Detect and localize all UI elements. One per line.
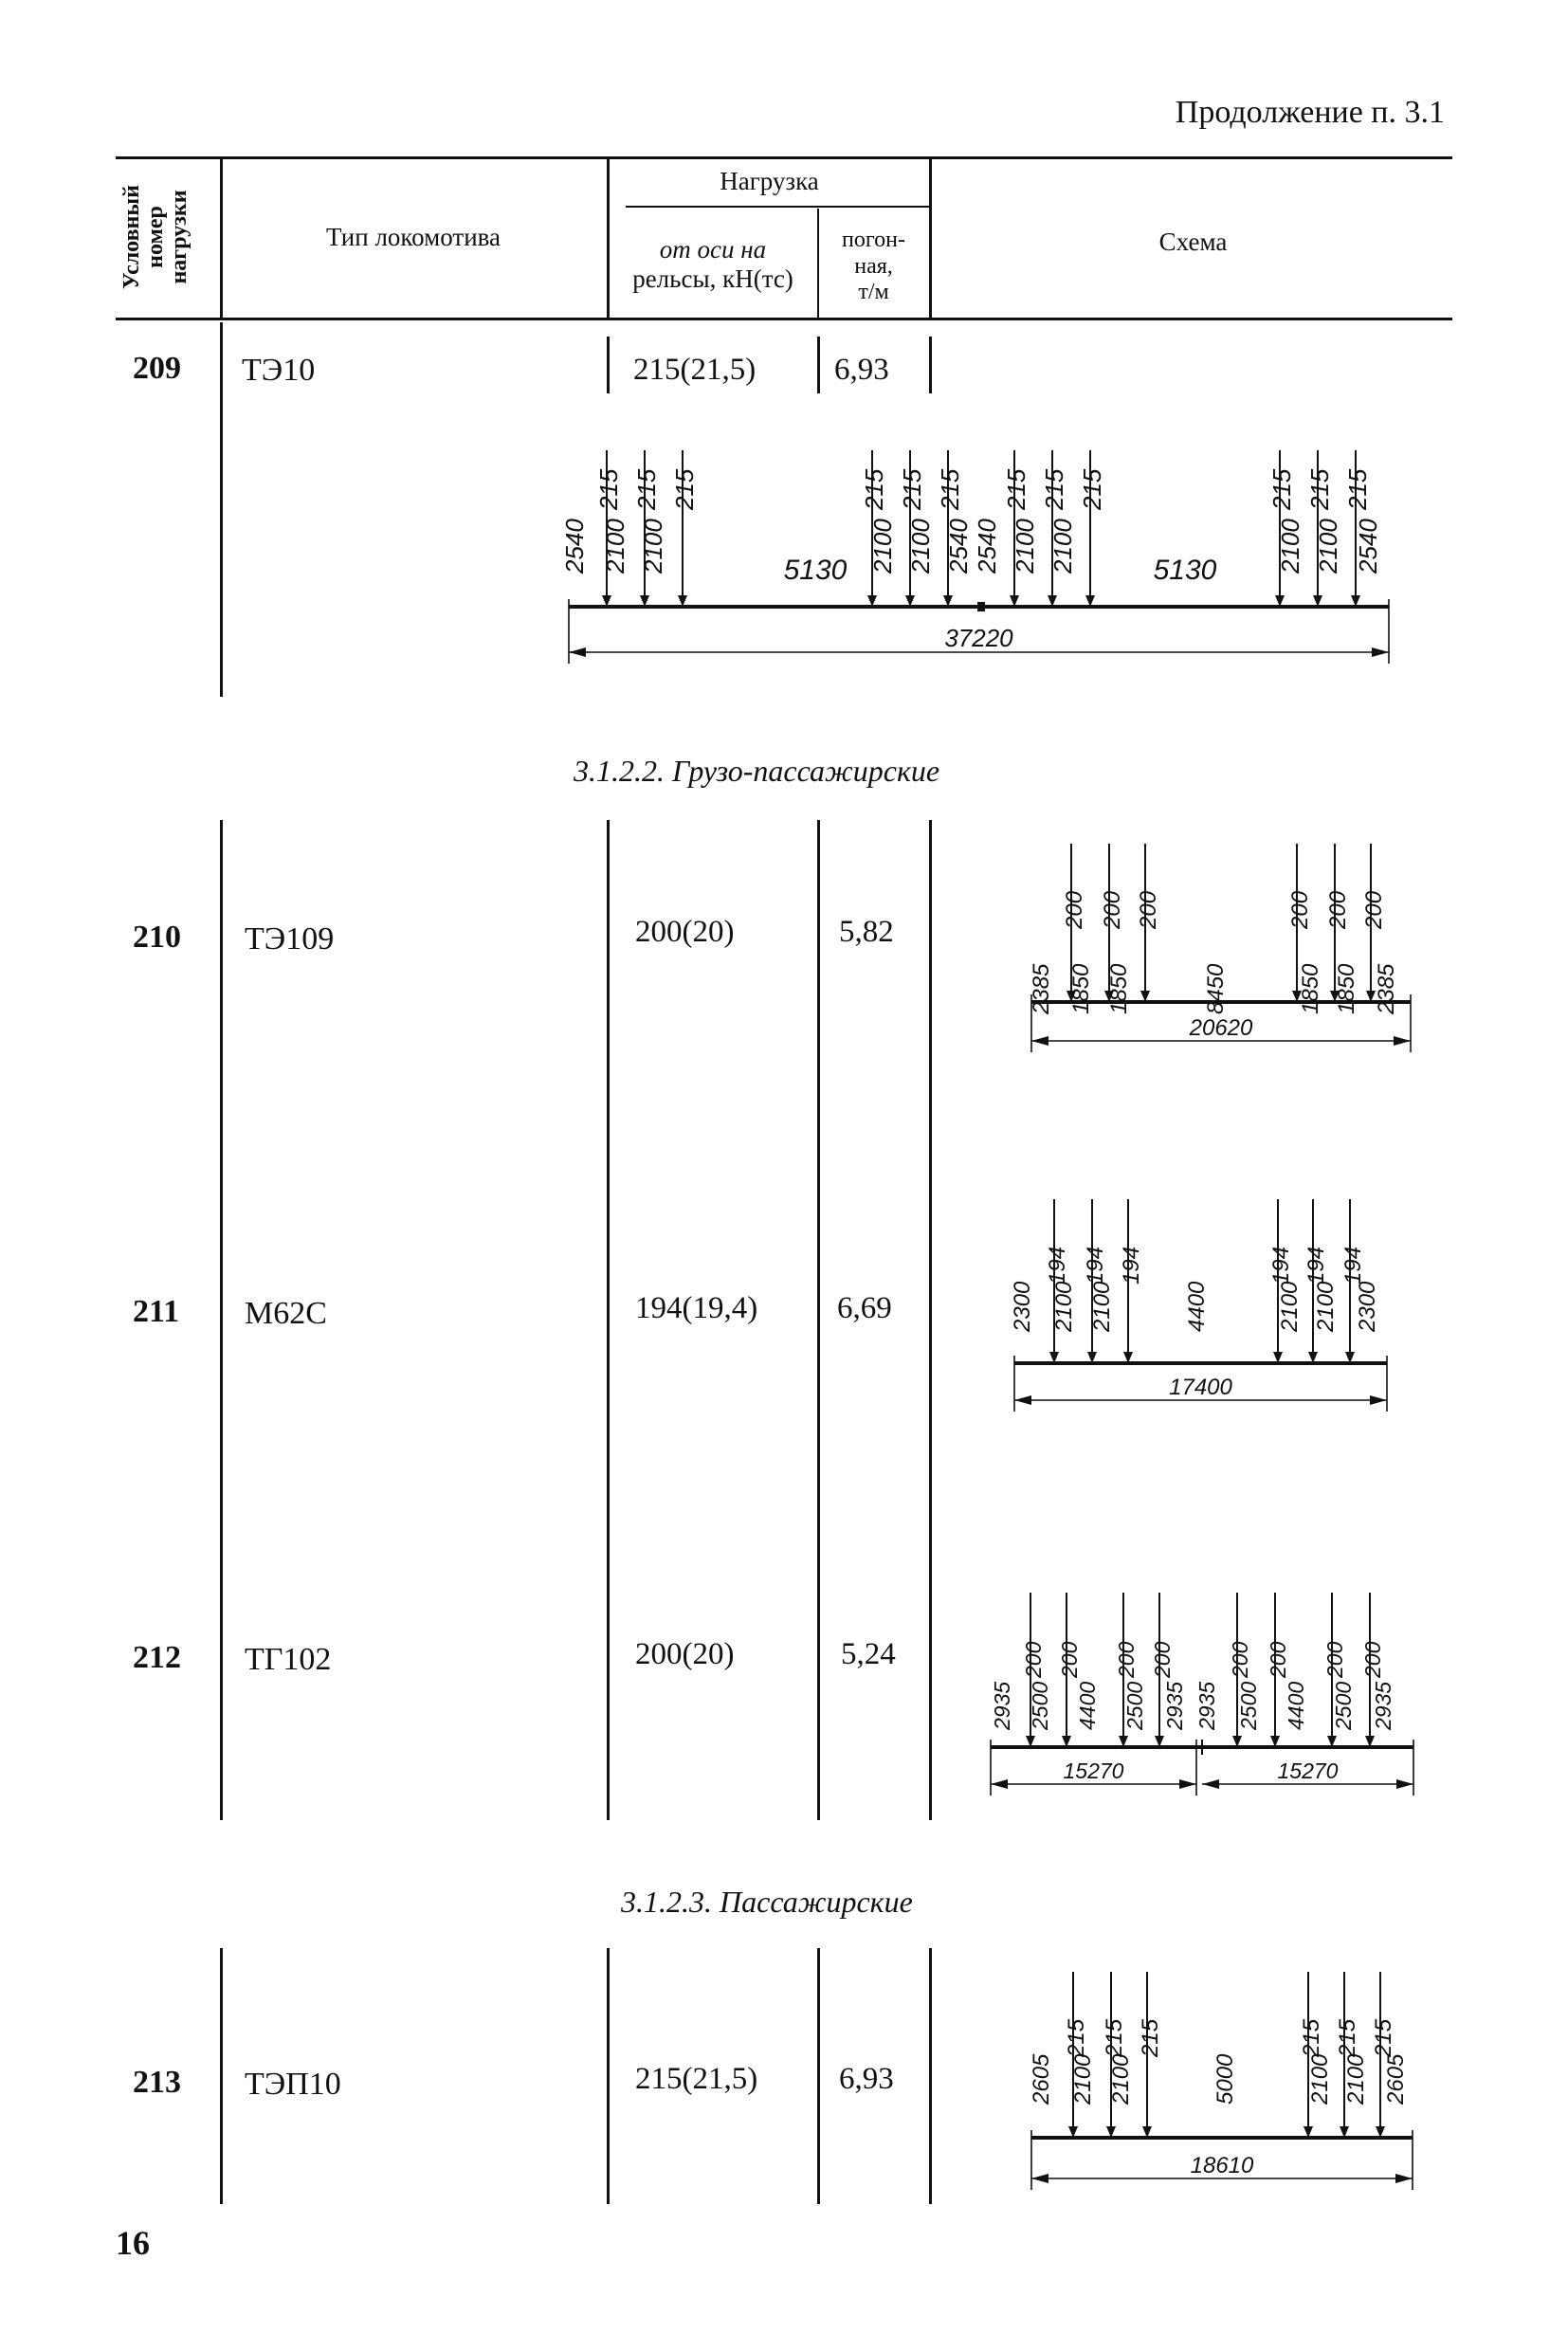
total-length-a-label: 15270: [1063, 1759, 1124, 1783]
total-length-arrow-left: [569, 647, 586, 657]
scheme-212: [981, 1583, 1427, 1811]
axle-load-2: 200: [1114, 1641, 1139, 1678]
header-scheme: Схема: [1158, 228, 1228, 256]
segment-5: 2100: [1313, 1281, 1339, 1332]
linear-load-210: 5,82: [839, 915, 894, 949]
segment-9: 2935: [1371, 1681, 1395, 1730]
segment-1: 2100: [1070, 2053, 1096, 2105]
axle-load-5: 215: [936, 468, 964, 510]
header-axle: [610, 235, 816, 294]
segment-6: 2385: [1374, 963, 1399, 1014]
axle-load-2: 215: [670, 468, 699, 510]
segment-2: 4400: [1075, 1681, 1100, 1730]
row209-divider-1: [607, 337, 610, 393]
table-top-rule: [116, 156, 1452, 159]
section-heading-3123: 3.1.2.3. Пассажирские: [621, 1885, 913, 1919]
header-number: [120, 161, 220, 313]
segment-2: 2100: [1108, 2053, 1134, 2105]
segment-5: 1850: [1334, 963, 1359, 1014]
axle-load-3: 215: [1299, 2018, 1324, 2057]
loco-type-212: ТГ102: [245, 1642, 332, 1677]
axle-load-0: 215: [1064, 2018, 1089, 2057]
axle-load-5: 215: [1371, 2018, 1396, 2057]
total-length-label: 17400: [1169, 1375, 1232, 1400]
total-length-b-arrow-left: [1202, 1779, 1219, 1789]
segment-6: 2605: [1383, 2053, 1409, 2105]
axle-load-2: 215: [1138, 2018, 1163, 2057]
block2-type-divider: [220, 820, 223, 1820]
row213-divider-1: [607, 1948, 610, 2204]
total-length-label: 37220: [944, 624, 1013, 652]
axle-load-209: 215(21,5): [633, 353, 757, 387]
axle-load-1: 200: [1100, 890, 1125, 929]
scheme-213: [1005, 1962, 1441, 2190]
segment-9: 2100: [1048, 519, 1077, 574]
linear-load-212: 5,24: [841, 1637, 896, 1671]
linear-load-211: 6,69: [837, 1291, 892, 1325]
axle-load-4: 200: [1228, 1641, 1252, 1678]
page-number: 16: [116, 2224, 150, 2262]
segment-7: 2540: [973, 519, 1001, 574]
axle-load-6: 215: [1002, 468, 1030, 510]
segment-5: 2100: [906, 519, 935, 574]
total-length-arrow-left: [1031, 2174, 1048, 2183]
segment-6: 2300: [1355, 1281, 1380, 1332]
segment-4: 2100: [1277, 1281, 1303, 1332]
loco-type-210: ТЭ109: [245, 921, 335, 957]
header-axle-line-1: от оси на: [659, 235, 767, 264]
segment-3: 5000: [1212, 2053, 1238, 2105]
segment-gap-10: 5130: [1153, 555, 1217, 586]
scheme-209: [559, 427, 1413, 673]
row-number-210: 210: [133, 920, 181, 955]
axle-load-1: 200: [1057, 1641, 1082, 1678]
segment-0: 2540: [560, 519, 589, 574]
header-number-line-3: нагрузки: [167, 190, 192, 284]
axle-load-212: 200(20): [635, 1637, 735, 1671]
segment-1: 2100: [1051, 1281, 1077, 1332]
segment-3: 2500: [1122, 1681, 1147, 1730]
axle-load-5: 200: [1266, 1641, 1290, 1678]
header-number-line-1: Условный: [119, 185, 144, 289]
axle-load-7: 215: [1040, 468, 1068, 510]
axle-load-11: 215: [1343, 468, 1372, 510]
total-length-arrow-right: [1395, 2174, 1413, 2183]
header-linear: [820, 228, 927, 306]
axle-load-1: 194: [1083, 1246, 1108, 1285]
axle-load-6: 200: [1322, 1641, 1347, 1678]
segment-1: 2100: [601, 519, 629, 574]
row213-type-divider: [220, 1948, 223, 2204]
total-length-arrow-right: [1394, 1036, 1411, 1046]
total-length-arrow-right: [1370, 1395, 1387, 1405]
segment-5: 2935: [1194, 1681, 1219, 1730]
segment-11: 2100: [1276, 519, 1304, 574]
block2-divider-2: [817, 820, 820, 1820]
row-number-211: 211: [133, 1294, 180, 1329]
total-length-a-arrow-left: [991, 1779, 1008, 1789]
row209-type-divider: [220, 322, 223, 697]
segment-12: 2100: [1314, 519, 1342, 574]
segment-4: 2935: [1162, 1681, 1187, 1730]
axle-load-8: 215: [1078, 468, 1106, 510]
header-divider-3: [817, 209, 819, 318]
continuation-note: Продолжение п. 3.1: [1175, 95, 1445, 130]
total-length-b-label: 15270: [1277, 1759, 1339, 1783]
loco-type-209: ТЭ10: [242, 353, 316, 388]
total-length-label: 20620: [1189, 1015, 1253, 1041]
axle-load-4: 194: [1304, 1246, 1329, 1285]
axle-load-213: 215(21,5): [635, 2062, 758, 2096]
segment-3: 8450: [1203, 963, 1229, 1014]
segment-0: 2605: [1029, 2053, 1054, 2105]
section-heading-3122: 3.1.2.2. Грузо-пассажирские: [574, 754, 940, 788]
header-linear-line-2: ная,: [854, 253, 893, 279]
load-subheader-rule: [626, 206, 929, 208]
block2-divider-3: [929, 820, 932, 1820]
header-load: Нагрузка: [720, 167, 819, 195]
total-length-b-arrow-right: [1396, 1779, 1413, 1789]
axle-load-210: 200(20): [635, 915, 735, 949]
scheme-210: [1005, 834, 1441, 1071]
axle-load-5: 194: [1340, 1246, 1366, 1285]
loco-type-211: М62С: [245, 1296, 327, 1331]
row-number-209: 209: [133, 351, 181, 386]
coupling-mark: [977, 602, 985, 611]
loco-type-213: ТЭП10: [245, 2067, 341, 2102]
total-length-arrow-left: [1014, 1395, 1031, 1405]
segment-6: 2500: [1236, 1681, 1261, 1730]
axle-load-3: 200: [1150, 1641, 1175, 1678]
segment-2: 2100: [1089, 1281, 1115, 1332]
segment-gap-3: 5130: [783, 555, 848, 586]
segment-4: 2100: [868, 519, 897, 574]
axle-load-3: 215: [860, 468, 888, 510]
segment-4: 1850: [1298, 963, 1323, 1014]
axle-load-0: 215: [594, 468, 623, 510]
header-divider-1: [220, 159, 223, 318]
row209-divider-3: [929, 337, 932, 393]
axle-load-7: 200: [1360, 1641, 1385, 1678]
axle-load-5: 200: [1361, 890, 1387, 929]
axle-load-1: 215: [632, 468, 661, 510]
row-number-213: 213: [133, 2065, 181, 2100]
segment-8: 2100: [1011, 519, 1039, 574]
header-linear-line-1: погон-: [842, 228, 905, 252]
axle-load-9: 215: [1267, 468, 1296, 510]
segment-1: 2500: [1028, 1681, 1052, 1730]
total-length-arrow-right: [1372, 647, 1389, 657]
axle-load-3: 200: [1287, 890, 1313, 929]
row209-divider-2: [817, 337, 820, 393]
header-axle-line-2: рельсы, кН(тс): [632, 264, 793, 294]
segment-6: 2540: [944, 519, 973, 574]
segment-5: 2100: [1343, 2053, 1369, 2105]
segment-13: 2540: [1354, 519, 1382, 574]
axle-load-211: 194(19,4): [635, 1291, 758, 1325]
scheme-211: [986, 1190, 1422, 1427]
header-linear-line-3: т/м: [858, 280, 889, 305]
segment-3: 4400: [1184, 1281, 1210, 1332]
segment-0: 2385: [1029, 963, 1054, 1014]
row213-divider-2: [817, 1948, 820, 2204]
linear-load-209: 6,93: [834, 353, 889, 387]
axle-load-0: 194: [1045, 1246, 1070, 1285]
axle-load-2: 200: [1136, 890, 1161, 929]
row-number-212: 212: [133, 1640, 181, 1675]
block2-divider-1: [607, 820, 610, 1820]
segment-4: 2100: [1307, 2053, 1333, 2105]
segment-2: 2100: [639, 519, 667, 574]
total-length-arrow-left: [1031, 1036, 1048, 1046]
segment-2: 1850: [1106, 963, 1132, 1014]
total-length-label: 18610: [1190, 2153, 1254, 2178]
axle-load-1: 215: [1102, 2018, 1127, 2057]
row213-divider-3: [929, 1948, 932, 2204]
segment-8: 2500: [1331, 1681, 1356, 1730]
axle-load-0: 200: [1021, 1641, 1046, 1678]
axle-load-4: 215: [898, 468, 926, 510]
header-type: Тип локомотива: [325, 223, 501, 251]
axle-load-4: 200: [1325, 890, 1351, 929]
axle-load-3: 194: [1268, 1246, 1294, 1285]
header-number-line-2: номер: [143, 206, 169, 268]
axle-load-0: 200: [1062, 890, 1087, 929]
segment-1: 1850: [1068, 963, 1094, 1014]
linear-load-213: 6,93: [839, 2062, 894, 2096]
axle-load-10: 215: [1305, 468, 1334, 510]
total-length-a-arrow-right: [1179, 1779, 1196, 1789]
header-bottom-rule: [116, 318, 1452, 320]
segment-7: 4400: [1284, 1681, 1308, 1730]
segment-0: 2935: [990, 1681, 1014, 1730]
axle-load-4: 215: [1335, 2018, 1360, 2057]
segment-0: 2300: [1010, 1281, 1035, 1332]
axle-load-2: 194: [1119, 1246, 1144, 1285]
header-divider-4: [929, 159, 932, 318]
